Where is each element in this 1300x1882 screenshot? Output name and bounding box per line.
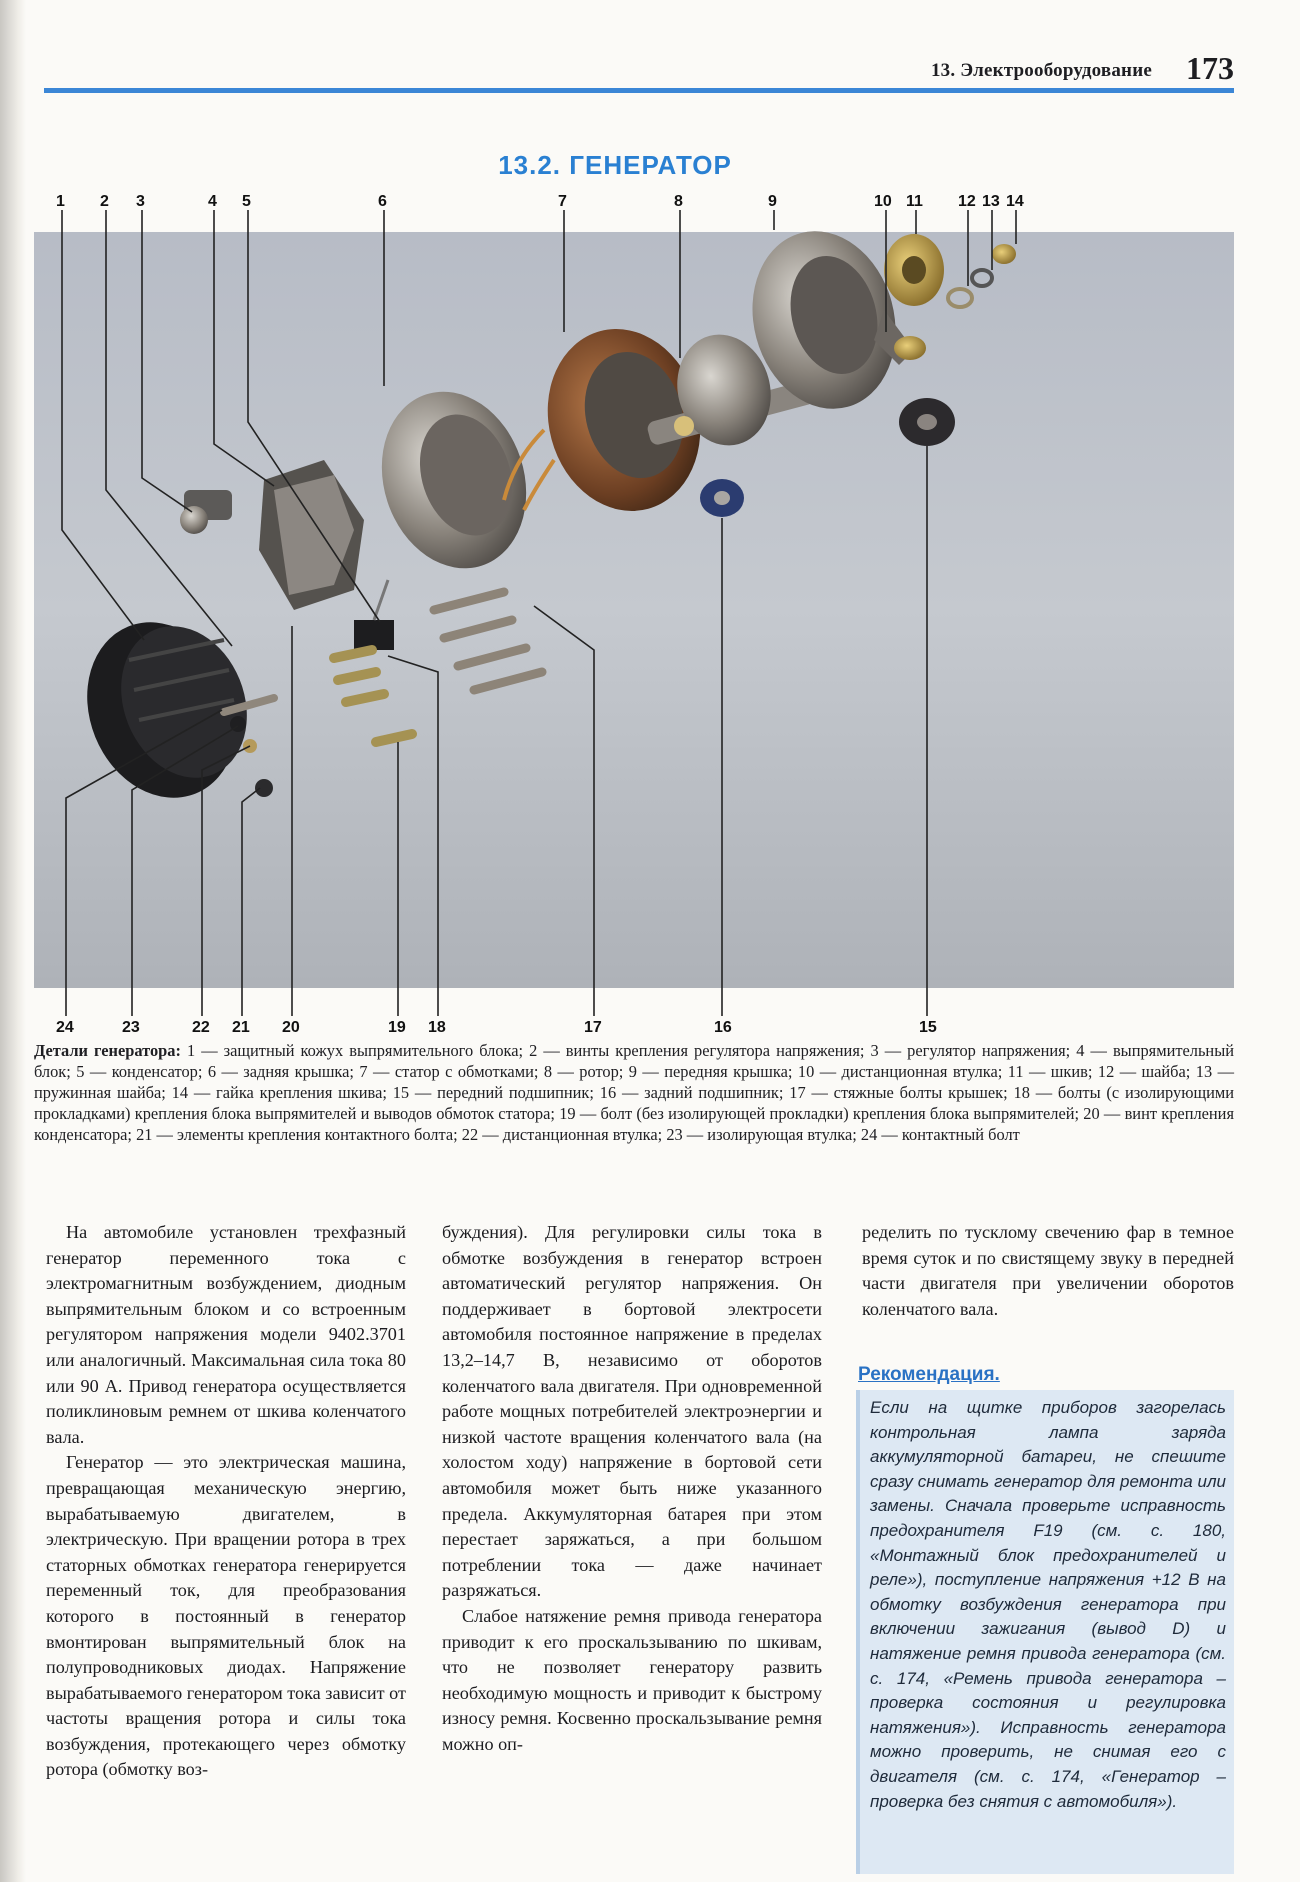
callout-label: 12: [958, 193, 976, 210]
paragraph: Слабое натяжение ремня привода генератора приводит к его проскальзыванию по шкивам, что не позволяет генератору развить необходимую мощность и приводит к быстрому износу ремня. Косвенно проскальзывание ремня можно оп-: [442, 1605, 822, 1754]
callout-label: 23: [122, 1019, 140, 1036]
recommendation-box: Если на щитке приборов загорелась контрольная лампа заряда аккумуляторной батареи, не спешите сразу снимать генератор для ремонта или замены. Сначала проверьте исправность предохранителя F19 (см. с. 180, «Монтажный блок предохранителей и реле»), поступление напряжения +12 В на обмотку возбуждения генератора при включении зажигания (вывод D) и натяжение ремня привода генератора (см. с. 174, «Ремень привода генератора – проверка состояния и регулировка натяжения»). Исправность генератора можно проверить, не снимая его с двигателя (см. с. 174, «Генератор – проверка без снятия с автомобиля»).: [856, 1390, 1234, 1874]
section-title: 13.2. ГЕНЕРАТОР: [498, 150, 732, 180]
callout-label: 13: [982, 193, 1000, 210]
part-11-pulley: [884, 234, 944, 306]
part-15-front-bearing: [899, 398, 955, 446]
callout-label: 8: [674, 193, 683, 210]
callout-label: 3: [136, 193, 145, 210]
callout-label: 5: [242, 193, 251, 210]
callout-label: 21: [232, 1019, 250, 1036]
text-column-1: [46, 1220, 406, 1783]
callout-label: 22: [192, 1019, 210, 1036]
caption-lead: Детали генератора:: [34, 1041, 181, 1060]
callout-label: 16: [714, 1019, 732, 1036]
recommendation-title: Рекомендация.: [858, 1364, 1000, 1385]
callout-label: 9: [768, 193, 777, 210]
callout-label: 24: [56, 1019, 74, 1036]
paragraph: ределить по тусклому свечению фар в темное время суток и по свистящему звуку в передней части двигателя при увеличении оборотов коленчатого вала.: [862, 1222, 1234, 1319]
callout-label: 2: [100, 193, 109, 210]
callout-label: 17: [584, 1019, 602, 1036]
callout-label: 6: [378, 193, 387, 210]
callout-label: 4: [208, 193, 217, 210]
callout-label: 11: [906, 193, 923, 210]
figure-caption: [34, 1040, 1234, 1145]
text-column-2: [442, 1220, 822, 1757]
paragraph: буждения). Для регулировки силы тока в обмотке возбуждения в генератор встроен автоматический регулятор напряжения. Он поддерживает в бортовой электросети автомобиля постоянное напряжение в пределах 13,2–14,7 В, независимо от оборотов коленчатого вала двигателя. При одновременной работе мощных потребителей электроэнергии и низкой частоте вращения коленчатого вала (на холостом ходу) напряжение в бортовой сети автомобиля может быть ниже указанного предела. Аккумуляторная батарея при этом перестает заряжаться, а при большом потреблении тока — даже начинает разряжаться.: [442, 1222, 822, 1601]
paragraph: На автомобиле установлен трехфазный генератор переменного тока с электромагнитным возбуждением, диодным выпрямительным блоком и со встроенным регулятором напряжения модели 9402.3701 или аналогичный. Максимальная сила тока 80 или 90 А. Привод генератора осуществляется поликлиновым ремнем от шкива коленчатого вала.: [46, 1222, 406, 1447]
callout-label: 18: [428, 1019, 446, 1036]
callout-label: 1: [56, 193, 65, 210]
page-number: 173: [1186, 50, 1234, 86]
text-column-3: [862, 1220, 1234, 1322]
page-header: [44, 50, 1234, 90]
header-rule: [44, 88, 1234, 93]
alternator-exploded-figure: [34, 190, 1234, 1036]
callout-label: 7: [558, 193, 567, 210]
page-gutter-shadow: [0, 0, 26, 1882]
paragraph: Генератор — это электрическая машина, превращающая механическую энергию, вырабатываемую двигателем, в электрическую. При вращении ротора в трех статорных обмотках генератора генерируется переменный ток, для преобразования которого в постоянный в генератор вмонтирован выпрямительный блок на полупроводниковых диодах. Напряжение вырабатываемого генератором тока зависит от частоты вращения ротора и силы тока возбуждения, протекающего через обмотку ротора (обмотку воз-: [46, 1452, 406, 1780]
caption-text: 1 — защитный кожух выпрямительного блока; 2 — винты крепления регулятора напряжения; 3 — регулятор напряжения; 4 — выпрямительный блок; 5 — конденсатор; 6 — задняя крышка; 7 — статор с обмотками; 8 — ротор; 9 — передняя крышка; 10 — дистанционная втулка; 11 — шкив; 12 — шайба; 13 — пружинная шайба; 14 — гайка крепления шкива; 15 — передний подшипник; 16 — задний подшипник; 17 — стяжные болты крышек; 18 — болты (с изолирующими прокладками) крепления блока выпрямителей и выводов обмоток статора; 19 — болт (без изолирующей прокладки) крепления блока выпрямителей; 20 — винт крепления конденсатора; 21 — элементы крепления контактного болта; 22 — дистанционная втулка; 23 — изолирующая втулка; 24 — контактный болт: [34, 1041, 1234, 1144]
callout-label: 15: [919, 1019, 937, 1036]
callout-label: 19: [388, 1019, 406, 1036]
callout-label: 10: [874, 193, 892, 210]
running-section-title: 13. Электрооборудование: [930, 60, 1152, 81]
callout-label: 20: [282, 1019, 300, 1036]
part-16-rear-bearing: [700, 479, 744, 517]
part-10-spacer: [894, 336, 926, 360]
callout-label: 14: [1006, 193, 1024, 210]
